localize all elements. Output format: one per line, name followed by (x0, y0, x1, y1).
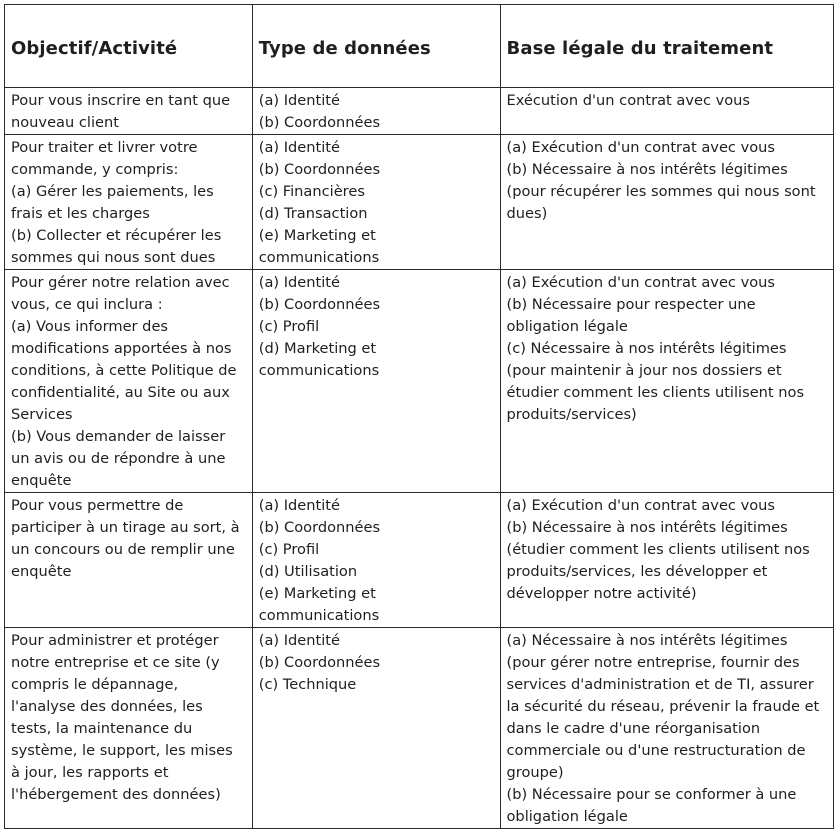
cell-text: (b) Vous demander de laisser un avis ou de répondre à une enquête (11, 428, 226, 489)
cell-text: (c) Technique (258, 676, 357, 693)
cell-text: Pour gérer notre relation avec vous, ce qui inclura : (11, 274, 230, 313)
cell-text: (b) Nécessaire à nos intérêts légitimes (pour récupérer les sommes qui nous sont dues) (506, 161, 816, 222)
objective-cell (5, 88, 253, 135)
cell-text: Pour vous inscrire en tant que nouveau client (11, 92, 231, 131)
cell-text: (d) Utilisation (258, 563, 358, 580)
cell-text: (b) Coordonnées (258, 296, 381, 313)
cell-text: (b) Collecter et récupérer les sommes qui nous sont dues (11, 227, 222, 266)
cell-text: (a) Exécution d'un contrat avec vous (506, 274, 776, 291)
cell-text: (a) Identité (258, 139, 340, 156)
table-row (5, 628, 834, 829)
table-row (5, 88, 834, 135)
legal-basis-table (4, 4, 834, 829)
cell-text: (c) Financières (258, 183, 365, 200)
cell-text: (b) Nécessaire pour respecter une obligation légale (506, 296, 756, 335)
cell-text: (a) Gérer les paiements, les frais et les charges (11, 183, 214, 222)
data-type-cell (252, 135, 500, 270)
cell-text: Pour traiter et livrer votre commande, y compris: (11, 139, 198, 178)
data-type-cell (252, 88, 500, 135)
cell-text: (c) Profil (258, 318, 320, 335)
cell-text: (b) Coordonnées (258, 161, 381, 178)
cell-text: (c) Profil (258, 541, 320, 558)
legal-basis-cell (500, 88, 834, 135)
cell-text: (b) Coordonnées (258, 519, 381, 536)
table-header-row (5, 5, 834, 88)
legal-basis-cell (500, 135, 834, 270)
cell-text: (a) Identité (258, 92, 340, 109)
cell-text: (a) Vous informer des modifications apportées à nos conditions, à cette Politique de confidentialité, au Site ou aux Services (11, 318, 237, 423)
header-data-type: Type de données (252, 5, 500, 88)
cell-text: (b) Coordonnées (258, 114, 381, 131)
legal-basis-cell (500, 628, 834, 829)
cell-text: Pour administrer et protéger notre entreprise et ce site (y compris le dépannage, l'analyse des données, les tests, la maintenance du système, le support, les mises à jour, les rapports et l'hébergement des données) (11, 632, 233, 803)
legal-basis-cell (500, 270, 834, 493)
table-row (5, 270, 834, 493)
cell-text: (a) Identité (258, 274, 340, 291)
cell-text: Exécution d'un contrat avec vous (506, 92, 751, 109)
cell-text: (e) Marketing et communications (258, 585, 380, 624)
data-type-cell (252, 270, 500, 493)
cell-text: (a) Exécution d'un contrat avec vous (506, 139, 776, 156)
objective-cell (5, 270, 253, 493)
cell-text: (b) Nécessaire pour se conformer à une obligation légale (506, 786, 797, 825)
header-objective: Objectif/Activité (5, 5, 253, 88)
data-type-cell (252, 628, 500, 829)
objective-cell (5, 493, 253, 628)
table-row (5, 135, 834, 270)
objective-cell (5, 135, 253, 270)
cell-text: (a) Identité (258, 632, 340, 649)
data-type-cell (252, 493, 500, 628)
cell-text: (a) Nécessaire à nos intérêts légitimes (pour gérer notre entreprise, fournir des services d'administration et de TI, assurer la sécurité du réseau, prévenir la fraude et dans le cadre d'une réorganisation commerciale ou d'une restructuration de groupe) (506, 632, 820, 781)
legal-basis-cell (500, 493, 834, 628)
cell-text: (b) Nécessaire à nos intérêts légitimes (étudier comment les clients utilisent nos produits/services, les développer et développer notre activité) (506, 519, 810, 602)
cell-text: Pour vous permettre de participer à un tirage au sort, à un concours ou de remplir une enquête (11, 497, 240, 580)
cell-text: (a) Exécution d'un contrat avec vous (506, 497, 776, 514)
objective-cell (5, 628, 253, 829)
cell-text: (d) Marketing et communications (258, 340, 380, 379)
table-row (5, 493, 834, 628)
header-legal-basis: Base légale du traitement (500, 5, 834, 88)
cell-text: (e) Marketing et communications (258, 227, 380, 266)
cell-text: (c) Nécessaire à nos intérêts légitimes (pour maintenir à jour nos dossiers et étudier comment les clients utilisent nos produits/services) (506, 340, 805, 423)
cell-text: (b) Coordonnées (258, 654, 381, 671)
cell-text: (d) Transaction (258, 205, 368, 222)
cell-text: (a) Identité (258, 497, 340, 514)
